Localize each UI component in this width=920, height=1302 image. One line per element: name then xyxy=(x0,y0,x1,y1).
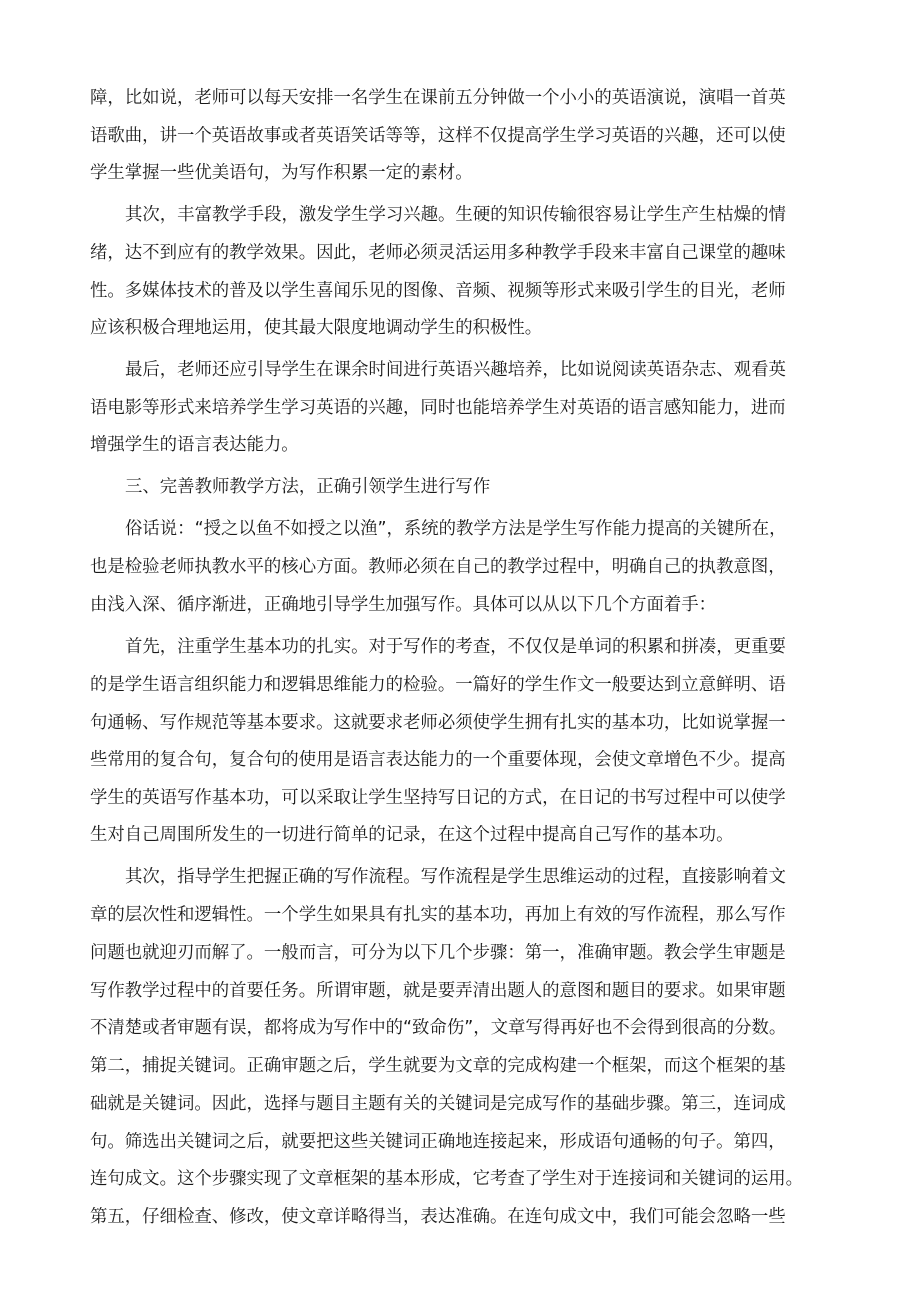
text-line: 语电影等形式来培养学生学习英语的兴趣，同时也能培养学生对英语的语言感知能力，进而 xyxy=(90,398,786,418)
text-line: 第二，捕捉关键词。正确审题之后，学生就要为文章的完成构建一个框架，而这个框架的基 xyxy=(90,1056,786,1076)
text-line: 首先，注重学生基本功的扎实。对于写作的考查，不仅仅是单词的积累和拼凑，更重要 xyxy=(125,637,786,657)
text-line: 学生掌握一些优美语句，为写作积累一定的素材。 xyxy=(90,163,473,183)
text-line: 不清楚或者审题有误，都将成为写作中的“致命伤”，文章写得再好也不会得到很高的分数。 xyxy=(90,1018,787,1038)
text-line: 生对自己周围所发生的一切进行简单的记录，在这个过程中提高自己写作的基本功。 xyxy=(90,825,734,845)
text-line: 句通畅、写作规范等基本要求。这就要求老师必须使学生拥有扎实的基本功，比如说掌握一 xyxy=(90,713,786,733)
text-line: 些常用的复合句，复合句的使用是语言表达能力的一个重要体现，会使文章增色不少。提高 xyxy=(90,750,786,770)
text-line: 增强学生的语言表达能力。 xyxy=(90,435,299,455)
text-line: 绪，达不到应有的教学效果。因此，老师必须灵活运用多种教学手段来丰富自己课堂的趣味 xyxy=(90,243,786,263)
text-line: 问题也就迎刃而解了。一般而言，可分为以下几个步骤：第一，准确审题。教会学生审题是 xyxy=(90,943,786,963)
text-line: 连句成文。这个步骤实现了文章框架的基本形成，它考查了学生对于连接词和关键词的运用。 xyxy=(90,1169,804,1189)
section-heading: 三、完善教师教学方法，正确引领学生进行写作 xyxy=(125,477,491,497)
text-line: 应该积极合理地运用，使其最大限度地调动学生的积极性。 xyxy=(90,318,543,338)
text-line: 最后，老师还应引导学生在课余时间进行英语兴趣培养，比如说阅读英语杂志、观看英 xyxy=(125,360,786,380)
text-line: 也是检验老师执教水平的核心方面。教师必须在自己的教学过程中，明确自己的执教意图， xyxy=(90,557,786,577)
text-line: 学生的英语写作基本功，可以采取让学生坚持写日记的方式，在日记的书写过程中可以使学 xyxy=(90,788,786,808)
text-line: 障，比如说，老师可以每天安排一名学生在课前五分钟做一个小小的英语演说，演唱一首英 xyxy=(90,88,786,108)
text-line: 由浅入深、循序渐进，正确地引导学生加强写作。具体可以从以下几个方面着手： xyxy=(90,595,717,615)
text-line: 章的层次性和逻辑性。一个学生如果具有扎实的基本功，再加上有效的写作流程，那么写作 xyxy=(90,905,786,925)
text-line: 础就是关键词。因此，选择与题目主题有关的关键词是完成写作的基础步骤。第三，连词成 xyxy=(90,1094,786,1114)
text-line: 句。筛选出关键词之后，就要把这些关键词正确地连接起来，形成语句通畅的句子。第四， xyxy=(90,1132,786,1152)
text-line: 第五，仔细检查、修改，使文章详略得当，表达准确。在连句成文中，我们可能会忽略一些 xyxy=(90,1207,786,1227)
text-line: 其次，丰富教学手段，激发学生学习兴趣。生硬的知识传输很容易让学生产生枯燥的情 xyxy=(125,205,786,225)
text-line: 语歌曲，讲一个英语故事或者英语笑话等等，这样不仅提高学生学习英语的兴趣，还可以使 xyxy=(90,126,786,146)
text-line: 性。多媒体技术的普及以学生喜闻乐见的图像、音频、视频等形式来吸引学生的目光，老师 xyxy=(90,281,786,301)
text-line: 其次，指导学生把握正确的写作流程。写作流程是学生思维运动的过程，直接影响着文 xyxy=(125,867,786,887)
text-line: 俗话说：“授之以鱼不如授之以渔”，系统的教学方法是学生写作能力提高的关键所在， xyxy=(125,519,787,539)
text-line: 写作教学过程中的首要任务。所谓审题，就是要弄清出题人的意图和题目的要求。如果审题 xyxy=(90,981,786,1001)
text-line: 的是学生语言组织能力和逻辑思维能力的检验。一篇好的学生作文一般要达到立意鲜明、语 xyxy=(90,675,786,695)
